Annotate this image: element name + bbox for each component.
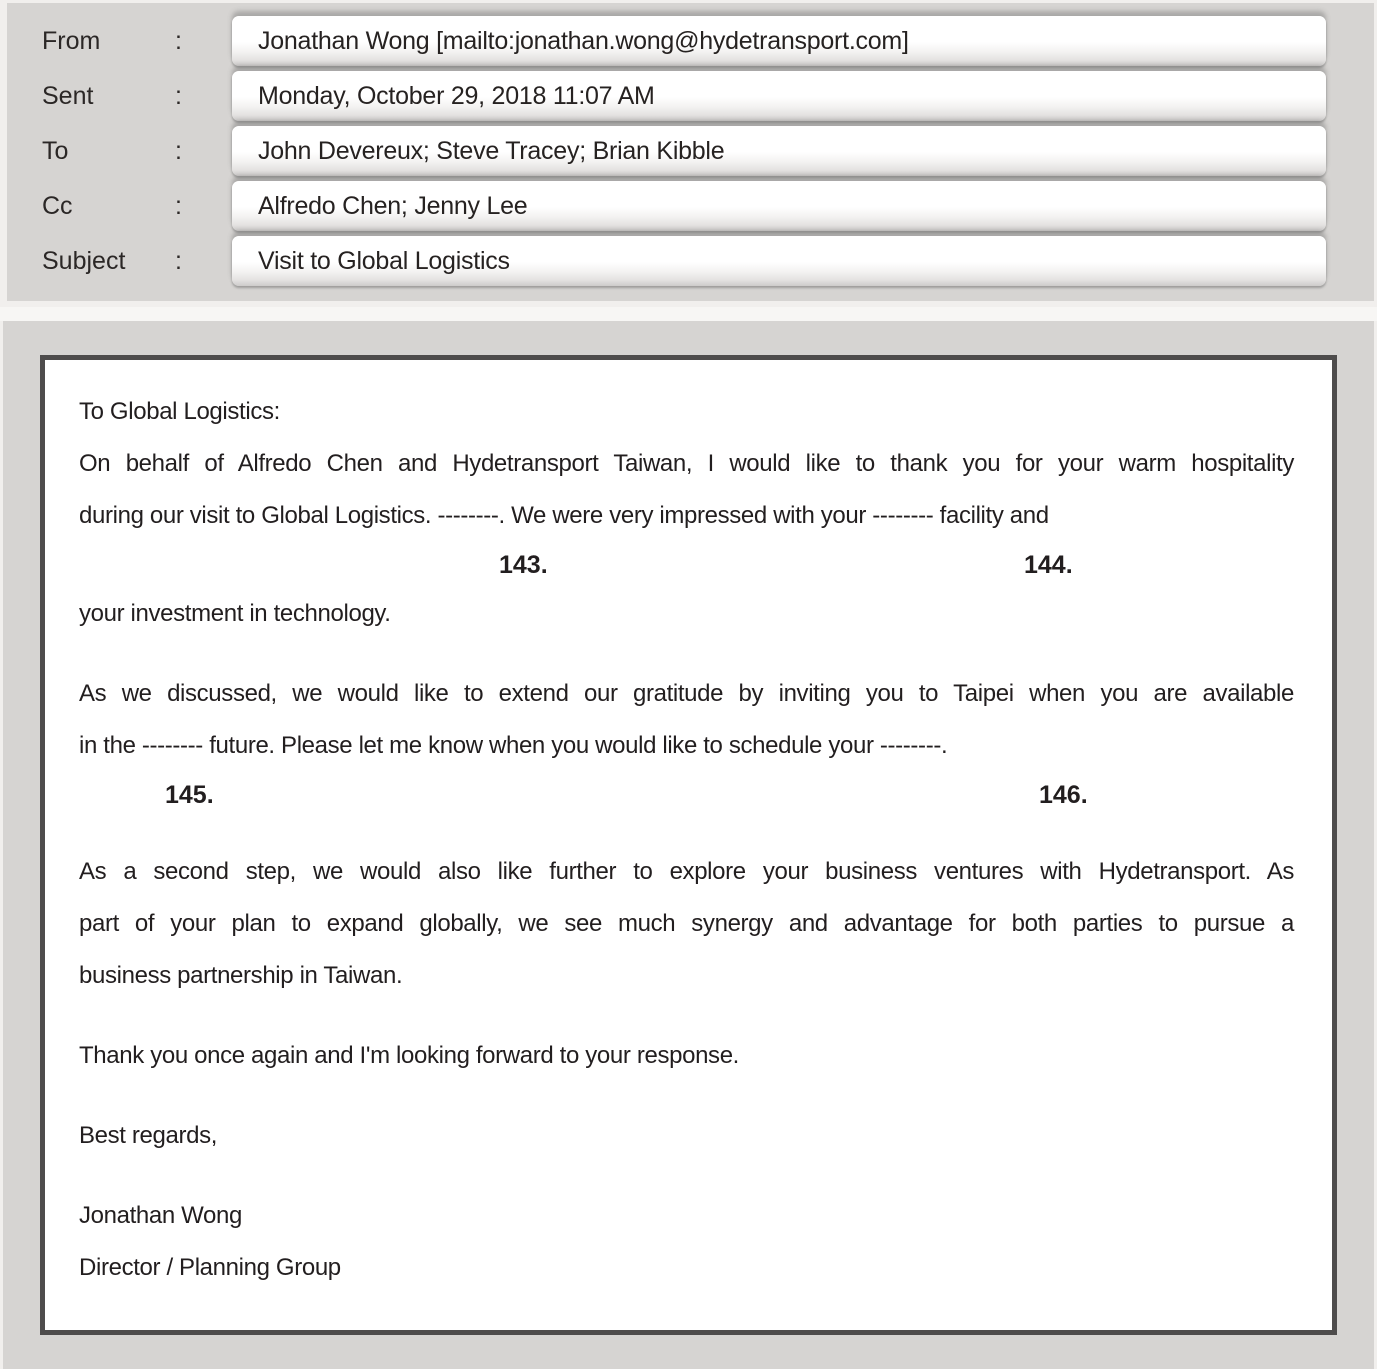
from-value: Jonathan Wong [mailto:jonathan.wong@hydetransport.com] — [258, 26, 909, 55]
paragraph-invitation — [79, 668, 1294, 818]
sent-value: Monday, October 29, 2018 11:07 AM — [258, 81, 655, 110]
body-line: your investment in technology. — [79, 600, 391, 627]
sent-label: Sent — [42, 81, 94, 110]
sent-value-bar — [232, 71, 1326, 121]
question-number-144: 144. — [1024, 551, 1073, 579]
cc-value: Alfredo Chen; Jenny Lee — [258, 191, 528, 220]
signature-name: Jonathan Wong — [79, 1202, 243, 1229]
question-number-143: 143. — [499, 551, 548, 579]
email-body-section — [3, 321, 1374, 1369]
body-line: part of your plan to expand globally, we see much synergy and advantage for both parties to pursue a — [79, 910, 1294, 937]
paragraph-greeting-and-thanks — [79, 386, 1294, 640]
header-row-sent — [42, 71, 1326, 121]
subject-colon: : — [175, 246, 182, 275]
body-line: As a second step, we would also like further to explore your business ventures with Hydetransport. As — [79, 858, 1294, 885]
question-number-row — [79, 542, 1294, 588]
blank-line — [79, 1162, 1294, 1190]
email-body-box — [40, 355, 1337, 1335]
to-value-bar — [232, 126, 1326, 176]
paragraph-sign-off — [79, 1110, 1294, 1162]
blank-line — [79, 1002, 1294, 1030]
question-number-146: 146. — [1039, 781, 1088, 809]
to-label: To — [42, 136, 69, 165]
cc-label: Cc — [42, 191, 73, 220]
paragraph-business-partnership — [79, 846, 1294, 1002]
paragraph-closing-thanks — [79, 1030, 1294, 1082]
cc-colon: : — [175, 191, 182, 220]
blank-line — [79, 1082, 1294, 1110]
section-divider — [0, 307, 1377, 321]
signature-block — [79, 1190, 1294, 1294]
body-line-sign-off: Best regards, — [79, 1122, 218, 1149]
body-line: On behalf of Alfredo Chen and Hydetransport Taiwan, I would like to thank you for your warm hospitality — [79, 450, 1294, 477]
from-label: From — [42, 26, 101, 55]
body-line-salutation: To Global Logistics: — [79, 398, 280, 425]
blank-line — [79, 818, 1294, 846]
header-row-from — [42, 16, 1326, 66]
body-line: business partnership in Taiwan. — [79, 962, 403, 989]
body-line-with-blanks: during our visit to Global Logistics. --------. We were very impressed with your -------- facility and — [79, 502, 1049, 529]
subject-value-bar — [232, 236, 1326, 286]
header-row-to — [42, 126, 1326, 176]
from-value-bar — [232, 16, 1326, 66]
header-row-cc — [42, 181, 1326, 231]
subject-label: Subject — [42, 246, 126, 275]
body-line: As we discussed, we would like to extend our gratitude by inviting you to Taipei when you are available — [79, 680, 1294, 707]
question-number-row — [79, 772, 1294, 818]
question-number-145: 145. — [165, 781, 214, 809]
email-header — [7, 3, 1374, 301]
signature-title: Director / Planning Group — [79, 1254, 341, 1281]
sent-colon: : — [175, 81, 182, 110]
subject-value: Visit to Global Logistics — [258, 246, 510, 275]
header-row-subject — [42, 236, 1326, 286]
body-line-with-blanks: in the -------- future. Please let me know when you would like to schedule your --------. — [79, 732, 948, 759]
cc-value-bar — [232, 181, 1326, 231]
body-line: Thank you once again and I'm looking forward to your response. — [79, 1042, 739, 1069]
blank-line — [79, 640, 1294, 668]
to-colon: : — [175, 136, 182, 165]
from-colon: : — [175, 26, 182, 55]
to-value: John Devereux; Steve Tracey; Brian Kibble — [258, 136, 725, 165]
